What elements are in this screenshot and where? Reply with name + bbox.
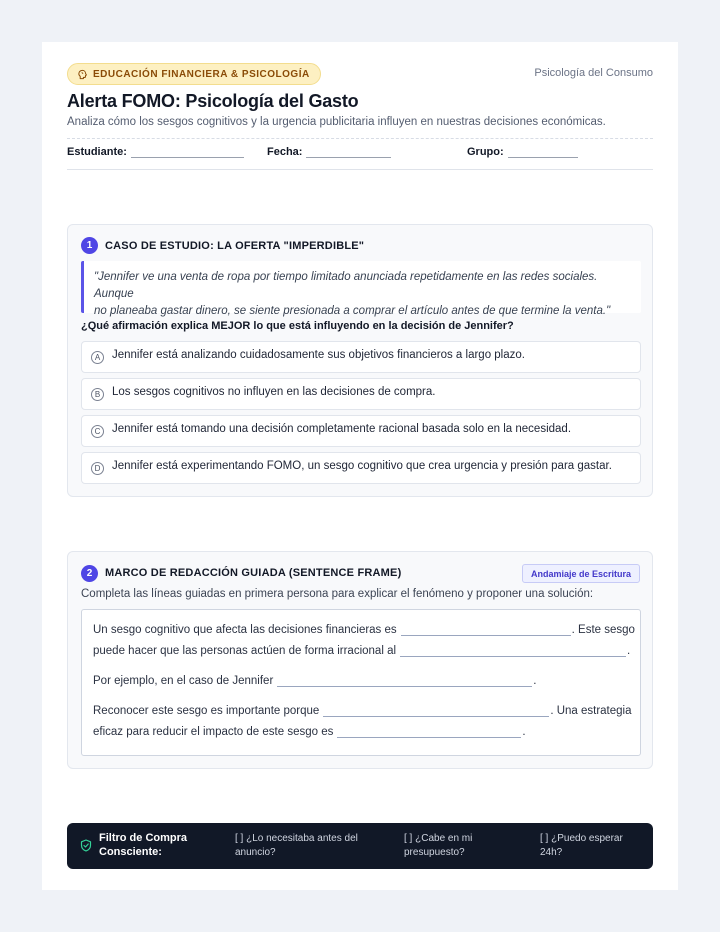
frame-line-3	[93, 675, 536, 687]
option-b[interactable]	[81, 378, 641, 410]
option-a-text: Jennifer está analizando cuidadosamente sus objetivos financieros a largo plazo.	[112, 349, 525, 361]
sentence-frame-box	[81, 609, 641, 756]
option-b-radio[interactable]: B	[91, 388, 104, 401]
date-field	[267, 146, 391, 158]
frame-line-4	[93, 705, 632, 717]
student-input-line[interactable]	[131, 148, 244, 158]
mindful-purchase-filter	[67, 823, 653, 869]
case-quote-line-1: "Jennifer ve una venta de ropa por tiempo limitado anunciada repetidamente en las redes sociales. Aunque	[94, 271, 598, 300]
frame-text: . Este sesgo	[571, 624, 635, 636]
subject-label: Psicología del Consumo	[534, 67, 653, 79]
page-subtitle: Analiza cómo los sesgos cognitivos y la urgencia publicitaria influyen en nuestras decisiones económicas.	[67, 116, 606, 128]
frame-text: Un sesgo cognitivo que afecta las decisiones financieras es	[93, 624, 397, 636]
section-number: 1	[81, 237, 98, 254]
option-a-radio[interactable]: A	[91, 351, 104, 364]
frame-text: .	[627, 645, 631, 657]
brain-icon	[77, 69, 88, 80]
question-text: ¿Qué afirmación explica MEJOR lo que está influyendo en la decisión de Jennifer?	[81, 320, 514, 332]
option-d-radio[interactable]: D	[91, 462, 104, 475]
student-field	[67, 146, 244, 158]
option-a[interactable]	[81, 341, 641, 373]
section-title: CASO DE ESTUDIO: LA OFERTA "IMPERDIBLE"	[105, 240, 365, 252]
blank-line[interactable]	[277, 676, 532, 687]
blank-line[interactable]	[400, 646, 626, 657]
frame-line-5	[93, 726, 526, 738]
frame-text: Por ejemplo, en el caso de Jennifer	[93, 675, 274, 687]
frame-text: Reconocer este sesgo es importante porque	[93, 705, 320, 717]
checklist-item-1[interactable]: [ ] ¿Lo necesitaba antes del anuncio?	[235, 833, 358, 858]
scaffold-badge: Andamiaje de Escritura	[522, 564, 640, 583]
blank-line[interactable]	[337, 727, 521, 738]
header-divider	[67, 169, 653, 170]
date-label: Fecha:	[267, 146, 303, 158]
shield-check-icon	[80, 839, 92, 852]
sentence-frame-card	[67, 551, 653, 769]
case-quote	[81, 261, 641, 317]
student-label: Estudiante:	[67, 146, 127, 158]
header-row	[67, 63, 653, 85]
option-b-text: Los sesgos cognitivos no influyen en las decisiones de compra.	[112, 386, 436, 398]
case-study-card	[67, 224, 653, 497]
category-badge-label: EDUCACIÓN FINANCIERA & PSICOLOGÍA	[93, 68, 310, 80]
filter-title: Filtro de Compra Consciente:	[99, 832, 188, 858]
group-input-line[interactable]	[508, 148, 578, 158]
group-label: Grupo:	[467, 146, 504, 158]
checklist-item-3[interactable]: [ ] ¿Puedo esperar 24h?	[540, 833, 623, 858]
student-info-fields	[67, 146, 653, 166]
frame-line-1	[93, 624, 635, 636]
option-c[interactable]	[81, 415, 641, 447]
case-quote-line-2: no planeaba gastar dinero, se siente presionada a comprar el artículo antes de que termine la venta."	[94, 305, 611, 317]
page-title: Alerta FOMO: Psicología del Gasto	[67, 91, 359, 111]
group-field	[467, 146, 578, 158]
date-input-line[interactable]	[306, 148, 391, 158]
section-title: MARCO DE REDACCIÓN GUIADA (SENTENCE FRAME)	[105, 567, 402, 579]
category-badge	[67, 63, 321, 85]
section-number: 2	[81, 565, 98, 582]
worksheet-page	[42, 42, 678, 890]
option-d[interactable]	[81, 452, 641, 484]
blank-line[interactable]	[401, 625, 571, 636]
option-c-radio[interactable]: C	[91, 425, 104, 438]
frame-text: . Una estrategia	[550, 705, 632, 717]
frame-line-2	[93, 645, 630, 657]
frame-text: .	[522, 726, 526, 738]
option-d-text: Jennifer está experimentando FOMO, un sesgo cognitivo que crea urgencia y presión para gastar.	[112, 460, 612, 472]
blank-line[interactable]	[323, 706, 549, 717]
frame-text: eficaz para reducir el impacto de este sesgo es	[93, 726, 334, 738]
frame-text: .	[533, 675, 537, 687]
frame-text: puede hacer que las personas actúen de forma irracional al	[93, 645, 397, 657]
option-c-text: Jennifer está tomando una decisión completamente racional basada solo en la necesidad.	[112, 423, 572, 435]
frame-instruction: Completa las líneas guiadas en primera persona para explicar el fenómeno y proponer una solución:	[81, 588, 594, 600]
dashed-divider	[67, 138, 653, 139]
checklist-item-2[interactable]: [ ] ¿Cabe en mi presupuesto?	[404, 833, 473, 858]
